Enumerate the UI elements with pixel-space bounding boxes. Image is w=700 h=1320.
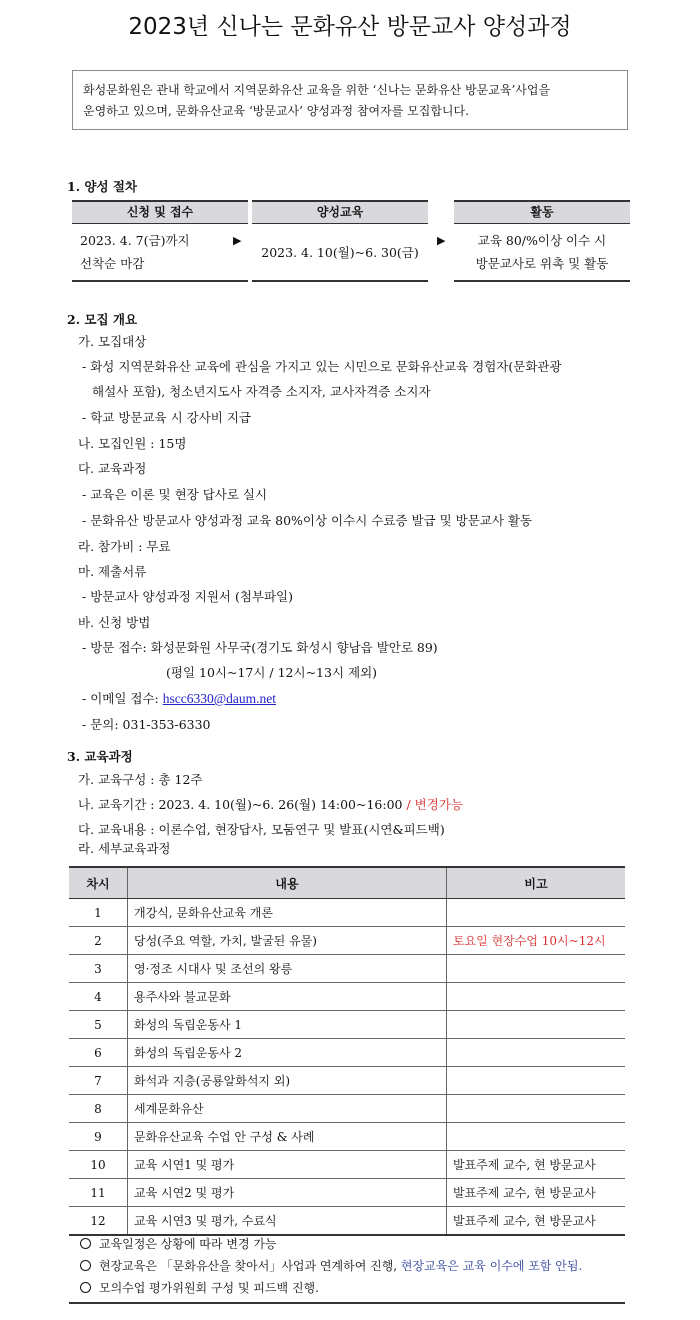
table-row: [69, 1179, 625, 1207]
apply-visit: - 방문 접수: 화성문화원 사무국(경기도 화성시 향남읍 발안로 89): [82, 640, 438, 655]
process-step-line: 교육 80/%이상 이수 시: [477, 233, 607, 248]
course-period: [78, 795, 463, 813]
session-note: 발표주제 교수, 현 방문교사: [447, 1179, 626, 1207]
session-content: 문화유산교육 수업 안 구성 & 사례: [128, 1123, 447, 1151]
course-detail-title: 라. 세부교육과정: [78, 841, 171, 856]
recruit-target-item-cont: 해설사 포함), 청소년지도사 자격증 소지자, 교사자격증 소지자: [92, 384, 431, 399]
session-note: [447, 955, 626, 983]
apply-email-label: - 이메일 접수:: [82, 691, 163, 706]
recruit-target-item: - 화성 지역문화유산 교육에 관심을 가지고 있는 시민으로 문화유산교육 경험자(문화관광: [82, 359, 562, 374]
session-content: 교육 시연3 및 평가, 수료식: [128, 1207, 447, 1236]
intro-box: [72, 70, 628, 130]
session-content: 교육 시연2 및 평가: [128, 1179, 447, 1207]
documents-item: - 방문교사 양성과정 지원서 (첨부파일): [82, 589, 293, 604]
process-step-line: 방문교사로 위촉 및 활동: [475, 256, 609, 271]
note-item: [72, 1233, 628, 1255]
note-text-highlight: 현장교육은 교육 이수에 포함 안됨.: [400, 1259, 583, 1273]
session-content: 당성(주요 역할, 가치, 발굴된 유물): [128, 927, 447, 955]
inquiry: - 문의: 031-353-6330: [82, 717, 211, 732]
circle-bullet-icon: [80, 1260, 91, 1271]
table-row: [69, 1123, 625, 1151]
header-content: 내용: [128, 867, 447, 899]
note-text: 모의수업 평가위원회 구성 및 피드백 진행.: [99, 1281, 319, 1295]
course-table: [69, 866, 625, 1236]
documents-title: 마. 제출서류: [78, 564, 147, 579]
session-number: 7: [69, 1067, 128, 1095]
circle-bullet-icon: [80, 1238, 91, 1249]
header-note: 비고: [447, 867, 626, 899]
session-number: 6: [69, 1039, 128, 1067]
notes-list: [72, 1233, 628, 1299]
circle-bullet-icon: [80, 1282, 91, 1293]
arrow-right-icon: ▶: [233, 234, 242, 247]
table-header-row: [69, 867, 625, 899]
session-note: [447, 899, 626, 927]
session-note: [447, 1067, 626, 1095]
recruit-count: 나. 모집인원 : 15명: [78, 436, 187, 451]
process-step-body: [252, 224, 428, 282]
table-row: [69, 1151, 625, 1179]
session-number: 4: [69, 983, 128, 1011]
session-number: 12: [69, 1207, 128, 1236]
apply-visit-hours: (평일 10시~17시 / 12시~13시 제외): [166, 665, 378, 680]
session-number: 3: [69, 955, 128, 983]
email-link[interactable]: hscc6330@daum.net: [162, 691, 277, 706]
section-2-heading: 2. 모집 개요: [67, 312, 138, 327]
page-title: 2023년 신나는 문화유산 방문교사 양성과정: [128, 14, 572, 40]
session-number: 9: [69, 1123, 128, 1151]
recruit-target-title: 가. 모집대상: [78, 334, 147, 349]
note-text: 교육일정은 상황에 따라 변경 가능: [99, 1237, 277, 1251]
session-note: [447, 1123, 626, 1151]
session-note: [447, 1011, 626, 1039]
process-step-head: 활동: [454, 200, 630, 224]
session-content: 화성의 독립운동사 2: [128, 1039, 447, 1067]
table-row: [69, 1095, 625, 1123]
session-number: 2: [69, 927, 128, 955]
note-item: [72, 1255, 628, 1277]
process-step-line: 2023. 4. 7(금)까지: [80, 233, 190, 248]
process-step-line: 2023. 4. 10(월)~6. 30(금): [261, 244, 419, 260]
header-session: 차시: [69, 867, 128, 899]
section-1-heading: 1. 양성 절차: [67, 179, 138, 194]
process-step-body: [72, 224, 248, 282]
table-row: [69, 1207, 625, 1236]
bottom-divider: [69, 1302, 625, 1304]
session-number: 1: [69, 899, 128, 927]
session-number: 8: [69, 1095, 128, 1123]
note-item: [72, 1277, 628, 1299]
table-row: [69, 1067, 625, 1095]
course-item: - 문화유산 방문교사 양성과정 교육 80%이상 이수시 수료증 발급 및 방문교사 활동: [82, 513, 533, 528]
session-content: 영·정조 시대사 및 조선의 왕릉: [128, 955, 447, 983]
arrow-right-icon: ▶: [437, 234, 446, 247]
process-step-apply: [72, 200, 248, 280]
course-composition: 가. 교육구성 : 총 12주: [78, 772, 203, 787]
process-step-body: [454, 224, 630, 282]
course-content: 다. 교육내용 : 이론수업, 현장답사, 모둠연구 및 발표(시연&피드백): [78, 822, 445, 837]
course-title: 다. 교육과정: [78, 461, 147, 476]
apply-method-title: 바. 신청 방법: [78, 615, 151, 630]
fee: 라. 참가비 : 무료: [78, 539, 171, 554]
table-row: [69, 1039, 625, 1067]
course-period-main: 나. 교육기간 : 2023. 4. 10(월)~6. 26(월) 14:00~16:00: [78, 797, 403, 812]
process-step-line: 선착순 마감: [80, 256, 145, 271]
process-step-activity: [454, 200, 630, 280]
session-note: [447, 983, 626, 1011]
session-content: 용주사와 불교문화: [128, 983, 447, 1011]
course-period-changeable: / 변경가능: [402, 797, 463, 812]
process-step-head: 신청 및 접수: [72, 200, 248, 224]
section-3-heading: 3. 교육과정: [67, 749, 133, 764]
intro-line-2: 운영하고 있으며, 문화유산교육 ‘방문교사’ 양성과정 참여자를 모집합니다.: [83, 104, 469, 118]
session-content: 교육 시연1 및 평가: [128, 1151, 447, 1179]
session-note: 토요일 현장수업 10시~12시: [447, 927, 626, 955]
table-row: [69, 955, 625, 983]
process-step-head: 양성교육: [252, 200, 428, 224]
table-row: [69, 927, 625, 955]
table-row: [69, 1011, 625, 1039]
session-number: 5: [69, 1011, 128, 1039]
apply-email: [82, 689, 276, 707]
session-content: 개강식, 문화유산교육 개론: [128, 899, 447, 927]
table-row: [69, 983, 625, 1011]
session-number: 11: [69, 1179, 128, 1207]
note-text: 현장교육은 「문화유산을 찾아서」사업과 연계하여 진행,: [99, 1259, 401, 1273]
session-note: 발표주제 교수, 현 방문교사: [447, 1151, 626, 1179]
table-row: [69, 899, 625, 927]
session-note: [447, 1039, 626, 1067]
process-step-training: [252, 200, 428, 280]
intro-line-1: 화성문화원은 관내 학교에서 지역문화유산 교육을 위한 ‘신나는 문화유산 방문교육’사업을: [83, 83, 551, 97]
course-item: - 교육은 이론 및 현장 답사로 실시: [82, 487, 268, 502]
session-content: 화석과 지층(공룡알화석지 외): [128, 1067, 447, 1095]
recruit-target-item: - 학교 방문교육 시 강사비 지급: [82, 410, 251, 425]
session-content: 세계문화유산: [128, 1095, 447, 1123]
session-number: 10: [69, 1151, 128, 1179]
session-content: 화성의 독립운동사 1: [128, 1011, 447, 1039]
session-note: [447, 1095, 626, 1123]
session-note: 발표주제 교수, 현 방문교사: [447, 1207, 626, 1236]
